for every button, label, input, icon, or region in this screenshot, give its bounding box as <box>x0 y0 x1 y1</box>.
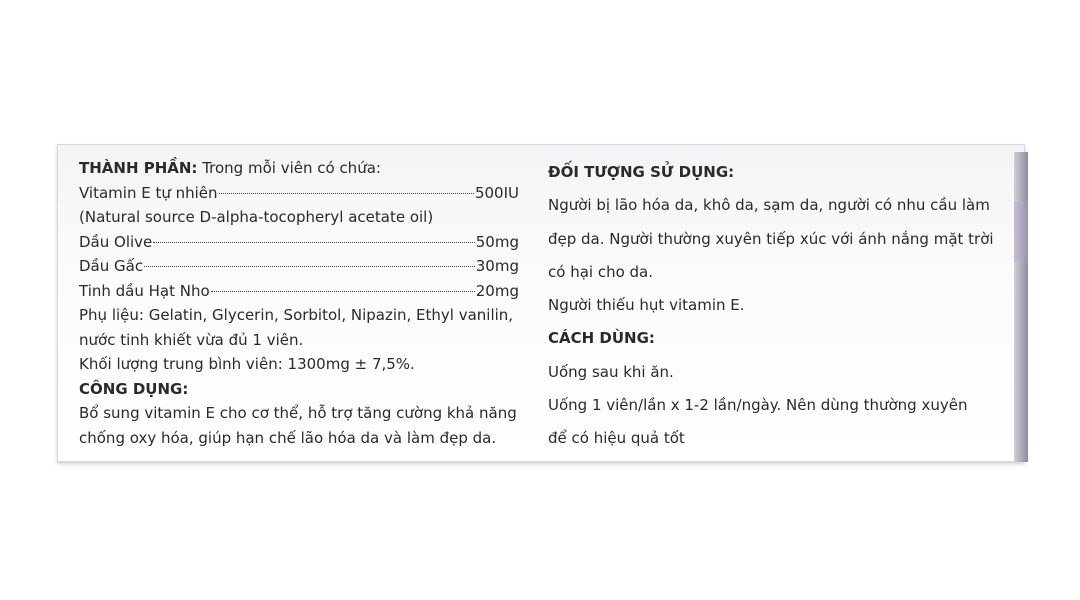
ingredient-name: Dầu Olive <box>79 232 153 251</box>
audience-text-line: Người bị lão hóa da, khô da, sạm da, người có nhu cầu làm <box>548 196 990 215</box>
package-edge <box>1014 152 1028 462</box>
uses-text-line: Bổ sung vitamin E cho cơ thể, hỗ trợ tăng cường khả năng <box>79 404 517 422</box>
leader-dots <box>144 266 475 267</box>
audience-text-line: Người thiếu hụt vitamin E. <box>548 296 745 315</box>
audience-text-line: đẹp da. Người thường xuyên tiếp xúc với ánh nắng mặt trời <box>548 229 994 248</box>
ingredient-amount: 500IU <box>474 183 519 202</box>
right-column <box>548 156 1008 456</box>
ingredient-row <box>79 279 519 304</box>
ingredients-heading: THÀNH PHẦN: <box>79 159 198 177</box>
leader-dots <box>211 291 475 292</box>
uses-heading: CÔNG DỤNG: <box>79 379 189 398</box>
ingredient-amount: 30mg <box>475 257 519 275</box>
audience-text-line: có hại cho da. <box>548 262 654 281</box>
ingredient-name: Vitamin E tự nhiên <box>79 183 218 202</box>
ingredient-row <box>79 230 519 255</box>
ingredient-name: Tinh dầu Hạt Nho <box>79 281 210 300</box>
excipients-line: Phụ liệu: Gelatin, Glycerin, Sorbitol, Nipazin, Ethyl vanilin, <box>79 306 514 324</box>
uses-text-line: chống oxy hóa, giúp hạn chế lão hóa da và làm đẹp da. <box>79 428 497 447</box>
ingredient-amount: 20mg <box>475 281 519 300</box>
ingredient-note: (Natural source D-alpha-tocopheryl acetate oil) <box>79 208 434 226</box>
ingredient-row <box>79 254 519 279</box>
excipients-line: nước tinh khiết vừa đủ 1 viên. <box>79 330 304 349</box>
ingredient-row <box>79 181 519 206</box>
usage-heading: CÁCH DÙNG: <box>548 329 655 348</box>
ingredient-amount: 50mg <box>475 232 519 251</box>
audience-heading: ĐỐI TƯỢNG SỬ DỤNG: <box>548 163 735 181</box>
left-column <box>79 156 519 450</box>
leader-dots <box>219 193 474 194</box>
usage-text-line: Uống 1 viên/lần x 1-2 lần/ngày. Nên dùng thường xuyên <box>548 396 968 415</box>
leader-dots <box>153 242 475 243</box>
ingredients-header <box>79 156 519 181</box>
ingredient-name: Dầu Gấc <box>79 257 144 275</box>
ingredients-intro: Trong mỗi viên có chứa: <box>197 159 381 177</box>
usage-text-line: Uống sau khi ăn. <box>548 362 674 381</box>
usage-text-line: để có hiệu quả tốt <box>548 429 685 448</box>
average-weight: Khối lượng trung bình viên: 1300mg ± 7,5%. <box>79 355 415 373</box>
